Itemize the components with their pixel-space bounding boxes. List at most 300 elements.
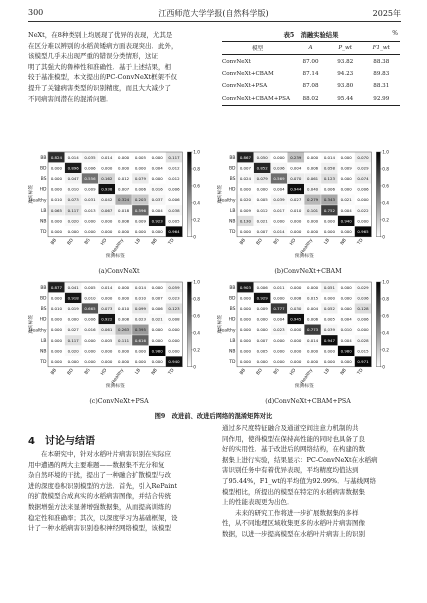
cell-value-label: 0.824 [50,154,62,160]
cell-value-label: 0.000 [239,229,251,234]
cell: 93.80 [337,83,354,90]
cell-value-label: 0.000 [307,218,319,224]
cell-value-label: 0.000 [118,295,130,301]
cell-value-label: 0.079 [256,176,268,181]
cell-value-label: 0.007 [256,337,268,343]
cell-value-label: 0.006 [256,284,268,290]
cell-value-label: 0.000 [101,218,113,224]
x-tick-label: HD [289,238,298,247]
cell-value-label: 0.000 [67,359,79,364]
table-title: 表5 消融实验结果 [283,32,339,39]
y-tick-label: NB [40,219,47,225]
x-tick-label: NB [340,368,348,377]
cell-value-label: 0.000 [290,359,302,364]
colorbar-tick-label: 0 [193,365,196,371]
cell-value-label: 0.000 [256,186,268,192]
confusion-matrix-d [217,280,399,406]
cell-value-label: 0.000 [84,348,96,354]
cell-value-label: 0.000 [84,229,96,234]
cell-value-label: 0.013 [84,207,96,213]
cell-value-label: 0.005 [168,218,180,224]
cell-value-label: 0.980 [340,348,352,354]
cell-value-label: 0.929 [256,295,268,301]
cell-value-label: 0.020 [239,197,251,203]
cell-value-label: 0.000 [84,218,96,224]
cell-value-label: 0.027 [290,197,302,203]
colorbar-tick-label: 0 [193,235,196,241]
cell-value-label: 0.000 [273,295,285,301]
cell-value-label: 0.038 [168,207,180,213]
y-tick-label: HD [39,317,47,323]
cell-value-label: 0.005 [323,316,335,322]
cell: 89.83 [373,70,390,77]
x-tick-label: LB [134,368,143,376]
colorbar-tick-label: 0.6 [382,184,390,190]
cell-value-label: 0.009 [84,186,96,192]
cell: 93.82 [337,58,354,65]
cell-value-label: 0.005 [256,197,268,203]
table-row [222,93,400,106]
cell-value-label: 0.940 [168,359,180,364]
text-line: 了95.44%，F1_wt的平均值为92.99%．与基线网络 [222,476,377,485]
y-tick-label: BD [39,296,47,302]
x-tick-label: TD [356,368,365,377]
cell-value-label: 0.000 [134,348,146,354]
figure-caption: 图9 改进前、改进后网络的混淆矩阵对比 [154,413,273,420]
cell-value-label: 0.024 [239,176,251,181]
cell-value-label: 0.000 [50,316,62,322]
y-axis-title: 真实标签 [29,314,34,335]
text-line: 进的深度卷积识别模型的方法．首先，引入RePaint [28,481,178,490]
y-tick-label: BB [229,285,236,291]
cell-value-label: 0.000 [50,229,62,234]
cell-value-label: 0.012 [168,165,180,171]
journal-title: 江西师范大学学报(自然科学版) [158,9,269,18]
text-line: 不同病害间潜在的混淆问题． [28,94,113,103]
x-tick-label: BS [273,368,281,376]
cell-value-label: 0.000 [290,348,302,354]
cell-value-label: 0.012 [118,176,130,181]
cell-value-label: 0.000 [239,337,251,343]
x-tick-label: Healthy [300,368,315,386]
cell-value-label: 0.000 [151,359,163,364]
colorbar [187,282,191,367]
cell-value-label: 0.004 [290,165,302,171]
cell-value-label: 0.020 [67,218,79,224]
text-line: 性，从不同地理区域收集更多的水稻叶片病害图像 [222,519,365,528]
x-tick-label: Healthy [300,238,315,256]
cell-value-label: 0.039 [323,327,335,333]
panel-label-b: (b)ConvNeXt+CBAM [274,268,342,275]
cell-value-label: 0.000 [239,186,251,192]
cell-value-label: 0.006 [357,316,369,322]
colorbar-tick-label: 0.6 [382,314,390,320]
table-row [222,80,400,92]
x-tick-label: LB [134,238,143,246]
cell-value-label: 0.000 [340,176,352,181]
y-tick-label: TD [40,360,47,366]
cell-value-label: 0.008 [118,218,130,224]
text-line: 模型相比，所提出的模型在特定的水稻病害数据集 [222,487,365,496]
cell-value-label: 0.004 [151,207,163,213]
cell-value-label: 0.000 [101,295,113,301]
cell-value-label: 0.000 [239,348,251,354]
y-tick-label: LB [40,338,47,344]
cell-value-label: 0.009 [340,165,352,171]
cell-value-label: 0.029 [357,165,369,171]
cell-value-label: 0.000 [307,229,319,234]
cell-value-label: 0.000 [50,348,62,354]
x-tick-label: BB [50,238,59,247]
x-tick-label: HD [289,368,298,377]
cell-value-label: 0.852 [256,165,268,171]
cell-value-label: 0.007 [256,229,268,234]
cell-value-label: 0.039 [273,197,285,203]
cell-value-label: 0.073 [101,306,113,311]
cell-value-label: 0.019 [67,306,79,311]
colorbar-tick-label: 0 [382,365,385,371]
colorbar-tick-label: 0.4 [382,331,390,337]
cell: 94.23 [337,70,354,77]
cell-value-label: 0.777 [273,306,285,311]
header-precision: P_wt [338,45,353,52]
colorbar-tick-label: 0.6 [193,184,201,190]
cell-value-label: 0.947 [323,337,335,343]
cell-value-label: 0.000 [118,229,130,234]
cell-value-label: 0.000 [273,348,285,354]
y-tick-label: BS [40,177,47,183]
cell-value-label: 0.000 [290,229,302,234]
cell-value-label: 0.058 [323,165,335,171]
cell: ConvNeXt+PSA [222,83,268,90]
y-tick-label: BD [39,166,47,172]
text-line: 该模型几乎未出现严重的错误分类情形，这证 [28,52,158,61]
cell-value-label: 0.010 [134,295,146,301]
cell-value-label: 0.050 [256,154,268,160]
text-line: 提升了关键病害类型的识别精度，而且大大减少了 [28,83,171,92]
cell-value-label: 0.162 [101,176,113,181]
text-line: 明了其强大的鲁棒性和准确性．基于上述结果，相 [28,62,171,71]
x-tick-label: Healthy [111,238,126,256]
cell-value-label: 0.923 [151,218,163,224]
cell-value-label: 0.324 [118,197,130,203]
cell-value-label: 0.944 [290,186,302,192]
cell-value-label: 0.117 [67,337,79,343]
cell-value-label: 0.014 [307,337,319,343]
cell-value-label: 0.005 [84,284,96,290]
cell-value-label: 0.569 [273,176,285,181]
cell-value-label: 0.005 [256,348,268,354]
cell-value-label: 0.030 [290,306,302,311]
cell: 88.02 [302,95,319,102]
cell-value-label: 0.000 [340,186,352,192]
y-tick-label: BD [228,296,236,302]
cell-value-label: 0.004 [340,337,352,343]
cell-value-label: 0.000 [50,359,62,364]
cell-value-label: 0.010 [84,295,96,301]
cell-value-label: 0.014 [101,154,113,160]
cell-value-label: 0.130 [239,218,251,224]
cell-value-label: 0.009 [239,207,251,213]
cell-value-label: 0.964 [168,229,180,234]
colorbar-tick-label: 0.4 [193,201,201,207]
text-line: 在本研究中，针对水稻叶片病害识别在实际应 [41,450,171,458]
text-line: 较于基准模型，本文提出的PC-ConvNeXt框架不仅 [28,73,178,82]
cell-value-label: 0.000 [357,327,369,333]
header-model: 模型 [251,46,264,53]
x-tick-label: NB [151,368,159,377]
cell-value-label: 0.000 [151,229,163,234]
confusion-matrix-c [28,280,210,406]
cell-value-label: 0.027 [67,327,79,333]
colorbar-tick-label: 0.2 [382,218,390,224]
cell-value-label: 0.000 [84,359,96,364]
cell-value-label: 0.061 [307,176,319,181]
cell-value-label: 0.006 [84,165,96,171]
conclusion-right-column [222,423,401,540]
text-line: 据集上进行实验，结果显示：PC-ConvNeXt在水稻病 [222,455,378,464]
cell: 92.99 [373,95,390,102]
cell-value-label: 0.000 [101,229,113,234]
journal-year: 2025年 [372,9,401,18]
cell-value-label: 0.000 [168,348,180,354]
cell-value-label: 0.000 [307,154,319,160]
cell-value-label: 0.000 [118,359,130,364]
cell-value-label: 0.000 [256,359,268,364]
y-axis-title: 真实标签 [29,184,34,205]
cell-value-label: 0.000 [273,359,285,364]
header-f1: F1_wt [372,45,390,52]
cell-value-label: 0.022 [357,207,369,213]
cell-value-label: 0.000 [101,348,113,354]
cell-value-label: 0.000 [290,327,302,333]
cell-value-label: 0.000 [50,186,62,192]
cell-value-label: 0.000 [50,337,62,343]
x-tick-label: NB [340,238,348,247]
cell-value-label: 0.616 [134,337,146,343]
cell-value-label: 0.239 [290,154,302,160]
cell-value-label: 0.395 [134,327,146,333]
cell-value-label: 0.059 [168,284,180,290]
cell-value-label: 0.009 [134,218,146,224]
cell-value-label: 0.665 [84,306,96,311]
cell: ConvNeXt [222,58,251,65]
confusion-matrix-a [28,150,210,276]
cell-value-label: 0.000 [340,306,352,311]
cell-value-label: 0.128 [357,306,369,311]
cell-value-label: 0.073 [67,197,79,203]
y-tick-label: HD [228,187,236,193]
x-axis-title: 预测标签 [105,383,125,389]
cell-value-label: 0.000 [273,154,285,160]
text-line: 杂自然环境的干扰，提出了一种融合扩散模型与改 [28,471,171,480]
x-tick-label: BS [84,368,92,376]
cell-value-label: 0.004 [340,207,352,213]
cell-value-label: 0.004 [273,186,285,192]
cell-value-label: 0.010 [340,327,352,333]
cell-value-label: 0.101 [307,207,319,213]
colorbar-tick-label: 1.0 [193,280,201,286]
cell-value-label: 0.006 [151,306,163,311]
cell-value-label: 0.006 [84,316,96,322]
cell-value-label: 0.000 [50,295,62,301]
x-axis-title: 预测标签 [105,253,125,259]
y-tick-label: BB [40,285,47,291]
colorbar [187,152,191,237]
cell-value-label: 0.023 [134,316,146,322]
cell-value-label: 0.773 [307,327,319,333]
cell-value-label: 0.021 [340,197,352,203]
x-tick-label: BD [66,238,75,247]
y-tick-label: NB [229,349,236,355]
cell-value-label: 0.012 [256,207,268,213]
x-tick-label: BB [239,238,248,247]
colorbar-tick-label: 0.2 [193,218,201,224]
cell-value-label: 0.023 [168,295,180,301]
panel-label-c: (c)ConvNeXt+PSA [89,398,149,405]
y-axis-title: 真实标签 [218,314,223,335]
cell-value-label: 0.036 [273,165,285,171]
cell-value-label: 0.074 [357,176,369,181]
x-tick-label: HD [100,368,109,377]
cell-value-label: 0.006 [168,197,180,203]
cell-value-label: 0.000 [50,176,62,181]
cell-value-label: 0.000 [67,229,79,234]
cell-value-label: 0.000 [101,165,113,171]
colorbar-tick-label: 0.8 [193,297,201,303]
colorbar-tick-label: 0.2 [193,348,201,354]
cell-value-label: 0.008 [290,295,302,301]
cell-value-label: 0.000 [50,165,62,171]
cell-value-label: 0.000 [151,327,163,333]
cell-value-label: 0.040 [307,186,319,192]
x-tick-label: BB [50,368,59,377]
cell-value-label: 0.111 [118,337,130,343]
cell-value-label: 0.005 [134,154,146,160]
cell-value-label: 0.000 [323,295,335,301]
cell: ConvNeXt+CBAM [222,70,274,77]
x-axis-title: 预测标签 [294,253,314,259]
cell-value-label: 0.000 [50,218,62,224]
cell-value-label: 0.070 [357,154,369,160]
cell-value-label: 0.061 [101,327,113,333]
section-title: 4 讨论与结语 [28,436,95,447]
text-line: 数据，以进一步提高模型在水稻叶片病害上的识别 [222,529,365,538]
x-tick-label: Healthy [111,368,126,386]
y-tick-label: TD [229,230,236,236]
cell-value-label: 0.018 [118,207,130,213]
text-line: 害识别任务中有着优异表现，平均精度均值达到 [222,466,359,475]
colorbar [376,152,380,237]
cell-value-label: 0.263 [118,327,130,333]
y-tick-label: LB [229,338,236,344]
cell-value-label: 0.014 [134,284,146,290]
table-row [222,55,400,68]
cell-value-label: 0.041 [67,284,79,290]
intro-paragraph [28,30,214,104]
cell: 88.31 [373,83,390,90]
cell-value-label: 0.000 [151,337,163,343]
cell: 88.38 [373,58,390,65]
text-line: 上的性能表现更为出色． [222,498,294,507]
colorbar-tick-label: 1.0 [193,150,201,156]
cell-value-label: 0.123 [168,306,180,311]
cell-value-label: 0.017 [273,207,285,213]
cell-value-label: 0.099 [134,306,146,311]
cell-value-label: 0.000 [340,284,352,290]
y-tick-label: Healthy [29,198,47,204]
cell: 95.44 [337,95,354,102]
x-tick-label: NB [151,238,159,247]
cell-value-label: 0.000 [134,359,146,364]
cell-value-label: 0.000 [290,337,302,343]
x-tick-label: BD [255,368,264,377]
cell-value-label: 0.004 [307,306,319,311]
x-tick-label: LB [323,238,332,246]
cell-value-label: 0.903 [239,284,251,290]
cell: ConvNeXt+CBAM+PSA [222,95,291,102]
y-tick-label: BS [229,307,236,313]
cell-value-label: 0.014 [101,284,113,290]
cell-value-label: 0.012 [168,176,180,181]
cell-value-label: 0.014 [273,229,285,234]
text-line: 用中遭遇的两大主要难题——数据集不充分和复 [28,460,165,469]
colorbar-tick-label: 0.2 [382,348,390,354]
conclusion-left-column [28,449,214,534]
cell-value-label: 0.000 [307,284,319,290]
colorbar-tick-label: 0.8 [382,297,390,303]
cell-value-label: 0.922 [101,316,113,322]
text-line: 稳定性和准确率；其次，以深度学习为基础框架，设 [28,513,178,522]
cell-value-label: 0.031 [84,197,96,203]
cell-value-label: 0.005 [101,337,113,343]
cell-value-label: 0.940 [340,218,352,224]
x-tick-label: LB [323,368,332,376]
cell-value-label: 0.010 [118,306,130,311]
cell-value-label: 0.015 [307,295,319,301]
cell-value-label: 0.010 [67,186,79,192]
x-tick-label: TD [356,238,365,247]
cell-value-label: 0.971 [357,359,369,364]
cell-value-label: 0.000 [118,348,130,354]
cell-value-label: 0.000 [239,316,251,322]
cell-value-label: 0.023 [273,327,285,333]
cell-value-label: 0.000 [357,197,369,203]
y-tick-label: TD [229,360,236,366]
cell-value-label: 0.000 [134,165,146,171]
text-line: 同作用，使得模型在保持高性能的同时也具备了良 [222,434,365,443]
cell-value-label: 0.006 [357,186,369,192]
cell-value-label: 0.004 [151,165,163,171]
cell-value-label: 0.000 [134,229,146,234]
cell-value-label: 0.000 [239,327,251,333]
x-tick-label: TD [167,238,176,247]
cell: 87.08 [302,83,319,90]
y-tick-label: BB [40,155,47,161]
y-tick-label: Healthy [29,328,47,334]
cell-value-label: 0.000 [340,295,352,301]
cell-value-label: 0.067 [101,207,113,213]
cell-value-label: 0.016 [84,327,96,333]
cell-value-label: 0.000 [256,327,268,333]
cell-value-label: 0.051 [323,284,335,290]
colorbar-tick-label: 0 [382,235,385,241]
colorbar-tick-label: 1.0 [382,150,390,156]
colorbar-tick-label: 0.4 [382,201,390,207]
text-line: 数据增强方法来显著增强数据集，从而提高训练的 [28,502,171,511]
cell-value-label: 0.000 [151,154,163,160]
cell-value-label: 0.009 [256,306,268,311]
